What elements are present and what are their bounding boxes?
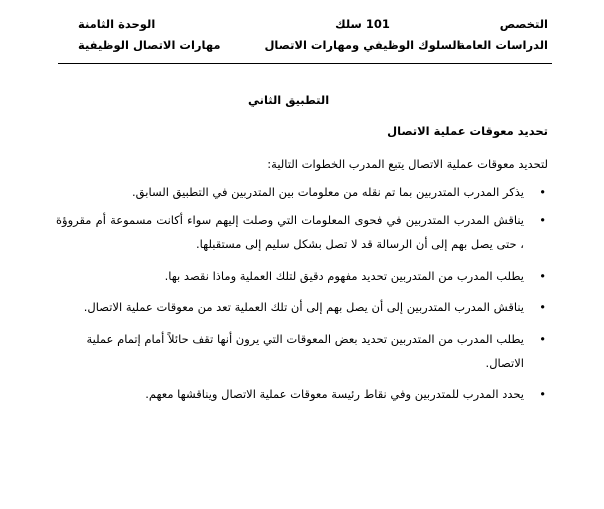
header-specialization-value: الدراسات العامة [458, 38, 548, 52]
list-item-text: يذكر المدرب المتدربين بما تم نقله من معلومات بين المتدربين في التطبيق السابق. [132, 185, 524, 199]
page-header [0, 14, 604, 64]
bullet-icon: • [539, 185, 546, 199]
list-item [56, 327, 546, 375]
header-course-name: السلوك الوظيفي ومهارات الاتصال [264, 38, 461, 52]
bullet-icon: • [539, 213, 546, 227]
header-divider [58, 63, 552, 64]
list-item-text: يطلب المدرب من المتدربين تحديد مفهوم دقيق لتلك العملية وماذا نقصد بها. [164, 269, 524, 283]
list-item-text: يناقش المدرب المتدربين إلى أن يصل بهم إلى أن تلك العملية تعد من معوقات عملية الاتصال. [83, 300, 524, 314]
header-course-code: 101 سلك [335, 17, 390, 31]
list-item [56, 382, 546, 406]
list-item-text: يناقش المدرب المتدربين في فحوى المعلومات التي وصلت إليهم سواء أكانت مسموعة أم مقروؤة ، حتى يصل بهم إلى أن الرسالة قد لا تصل بشكل سليم إلى مستقبلها. [56, 213, 524, 251]
list-item [56, 264, 546, 288]
intro-paragraph: لتحديد معوقات عملية الاتصال يتبع المدرب الخطوات التالية: [267, 157, 548, 171]
bullet-icon: • [539, 332, 546, 346]
list-item [56, 180, 546, 204]
bullet-icon: • [539, 269, 546, 283]
header-unit [78, 14, 221, 56]
header-specialization-label: التخصص [499, 17, 548, 31]
steps-list [56, 180, 546, 406]
bullet-icon: • [539, 300, 546, 314]
header-course [245, 14, 480, 56]
page-title: التطبيق الثاني [248, 93, 330, 107]
list-item-text: يطلب المدرب من المتدربين تحديد بعض المعوقات التي يرون أنها تقف حائلاً أمام إتمام عملية الاتصال. [86, 332, 524, 370]
section-heading: تحديد معوقات عملية الاتصال [387, 124, 548, 138]
header-unit-number: الوحدة الثامنة [78, 17, 156, 31]
list-item-text: يحدد المدرب للمتدربين وفي نقاط رئيسة معوقات عملية الاتصال ويناقشها معهم. [145, 387, 524, 401]
bullet-icon: • [539, 387, 546, 401]
list-item [56, 295, 546, 319]
list-item [56, 208, 546, 256]
header-unit-name: مهارات الاتصال الوظيفية [78, 38, 221, 52]
